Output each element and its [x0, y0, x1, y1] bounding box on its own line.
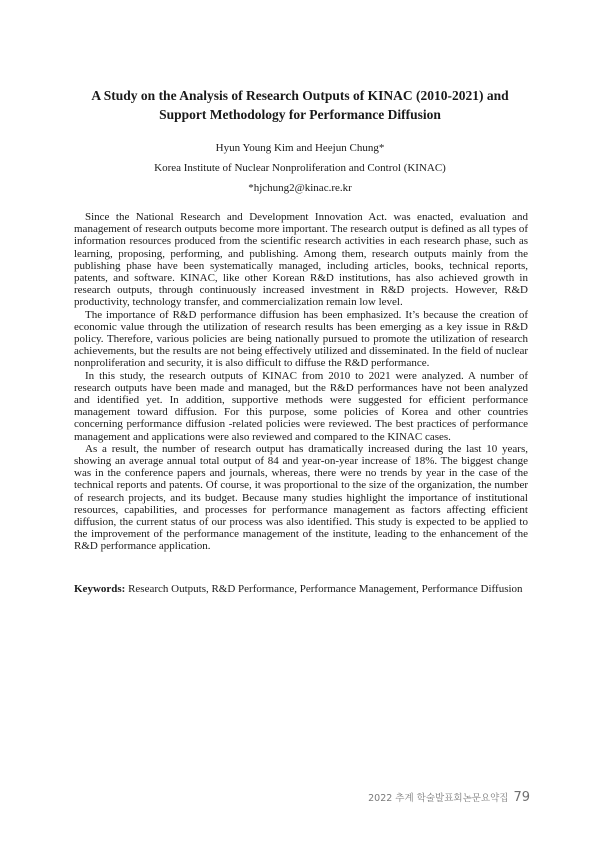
- keywords-list: Research Outputs, R&D Performance, Performance Management, Performance Diffusion: [128, 583, 523, 595]
- page-footer: [368, 790, 530, 805]
- author-email: *hjchung2@kinac.re.kr: [248, 182, 352, 194]
- abstract-paragraph: In this study, the research outputs of KINAC from 2010 to 2021 were analyzed. A number of research outputs have been made and managed, but the R&D performances have not been analyzed and identified yet. In addition, supportive methods were suggested for efficient performance management toward diffusion. For this purpose, some policies of Korea and other countries concerning performance diffusion -related policies were reviewed. The best practices of performance management and applications were also reviewed and compared to the KINAC cases.: [74, 369, 528, 443]
- abstract-paragraph: Since the National Research and Development Innovation Act. was enacted, evaluation and management of research outputs become more important. The research output is defined as all types of information resources produced from the scientific research activities in each research phase, such as learning, proposing, performing, and publishing. Among them, research outputs mainly from the publishing phase have been systematically managed, including articles, books, technical reports, patents, and software. KINAC, like other Korean R&D institutions, has also achieved growth in research outputs, through continuously increased investment in R&D projects. However, R&D productivity, technology transfer, and commercialization remain low level.: [74, 211, 528, 309]
- author-affiliation: Korea Institute of Nuclear Nonproliferation and Control (KINAC): [154, 162, 446, 174]
- abstract-paragraph: The importance of R&D performance diffusion has been emphasized. It’s because the creation of economic value through the utilization of research results has been emerging as a key issue in R&D policy. Therefore, various policies are being nationally pursued to promote the utilization of research achievements, but the results are not being effectively utilized and disseminated. In the field of nuclear nonproliferation and security, it is also difficult to diffuse the R&D performance.: [74, 308, 528, 370]
- abstract-body: [74, 211, 528, 553]
- page-number: 79: [513, 790, 530, 805]
- keywords-label: Keywords:: [74, 583, 126, 595]
- title-line-1: A Study on the Analysis of Research Outputs of KINAC (2010-2021) and: [91, 88, 509, 103]
- author-block: [72, 138, 528, 198]
- keywords-line: [74, 583, 534, 596]
- proceedings-title: 2022 추계 학술발표회논문요약집: [368, 793, 509, 804]
- title-line-2: Support Methodology for Performance Diffusion: [159, 107, 441, 122]
- author-names: Hyun Young Kim and Heejun Chung*: [215, 142, 385, 154]
- abstract-paragraph: As a result, the number of research output has dramatically increased during the last 10 years, showing an average annual total output of 84 and year-on-year increase of 18%. The biggest change was in the conference papers and journals, whereas, there were no trends by year in the case of the technical reports and patents. Of course, it was proportional to the size of the organization, the number of research projects, and its budget. Because many studies highlight the importance of institutional resources, capabilities, and processes for performance management as factors affecting efficient diffusion, the current status of our process was also identified. This study is expected to be applied to the improvement of the performance management of the institute, leading to the enhancement of the R&D performance application.: [74, 442, 528, 553]
- paper-title: [72, 86, 528, 124]
